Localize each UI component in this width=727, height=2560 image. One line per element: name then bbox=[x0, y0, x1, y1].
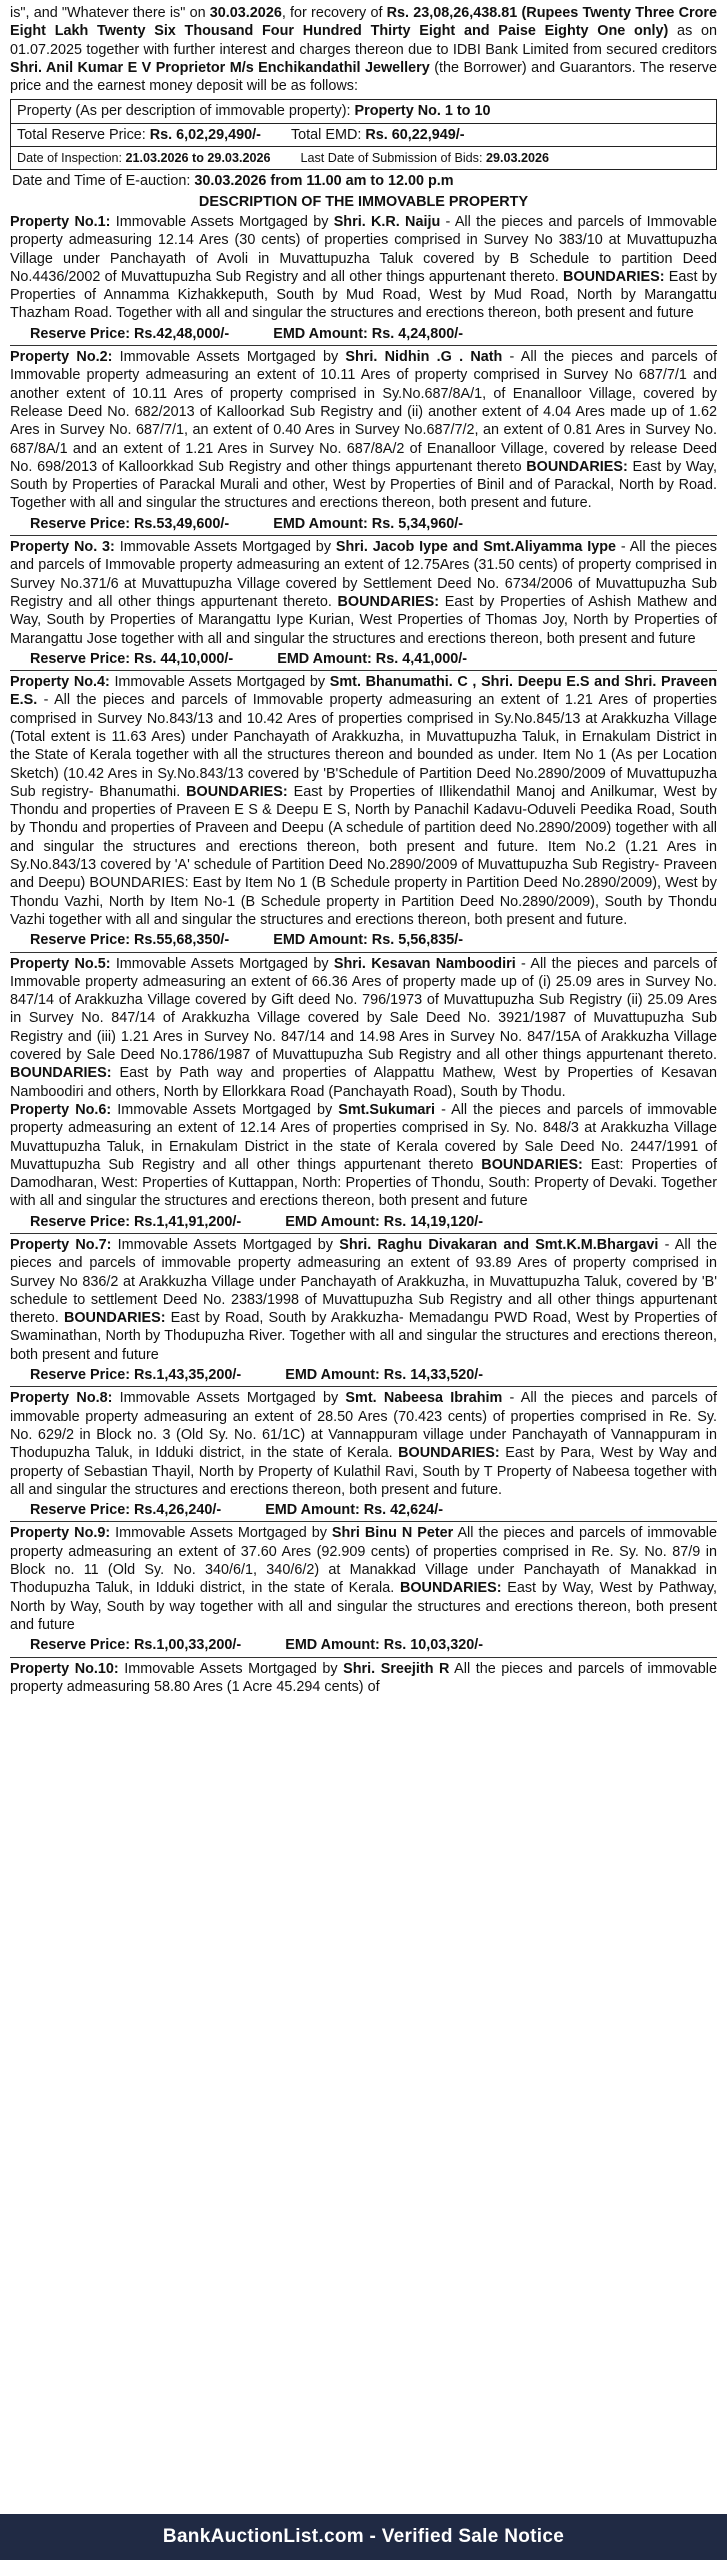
price-row bbox=[10, 648, 717, 671]
property-boundaries-label: BOUNDARIES: bbox=[10, 1065, 112, 1082]
property-text: East by Road, South by Arakkuzha- Memadangu PWD Road, West by Properties of Swaminathan, North by Thodupuzha River. Together with all and singular the structures and erections thereon, both present and future bbox=[10, 1310, 717, 1363]
notice-intro bbox=[10, 4, 717, 95]
reserve-summary-table bbox=[10, 99, 717, 170]
property-description bbox=[10, 673, 717, 929]
property-boundaries-label: BOUNDARIES: bbox=[562, 268, 665, 285]
property-boundaries-label: BOUNDARIES: bbox=[526, 458, 628, 475]
reserve-price: Reserve Price: Rs.4,26,240/- bbox=[30, 1502, 222, 1519]
property-owner: Smt.Sukumari bbox=[338, 1101, 436, 1118]
dues-amount: Rs. 23,08,26,438.81 (Rupees Twenty Three Crore Eight Lakh Twenty Six Thousand Four Hundred Thirty Eight and Paise Eighty One only) bbox=[10, 5, 717, 40]
property-range-label: Property (As per description of immovable property): bbox=[17, 103, 351, 120]
eauction-value: 30.03.2026 from 11.00 am to 12.00 p.m bbox=[194, 173, 454, 190]
property-owner: Shri. Kesavan Namboodiri bbox=[333, 955, 516, 972]
property-boundaries-label: BOUNDARIES: bbox=[337, 593, 440, 610]
property-description bbox=[10, 213, 717, 323]
property-owner: Shri. Jacob Iype and Smt.Aliyamma Iype bbox=[335, 539, 617, 556]
property-text: - All the pieces and parcels of Immovable property admeasuring an extent of 10.11 Ares of property comprised in Survey No 687/7/1 and another extent of 10.11 Ares of property comprised in Sy.No.687/8A/1, of Enanalloor Village, covered by Release Deed No. 682/2013 of Kalloorkad Sub Registry and (ii) another extent of 4.04 Ares made up of 1.62 Ares in Survey No. 687/7/1, an extent of 0.40 Ares in Survey No.687/7/2, an extent of 0.81 Ares in Survey No. 687/8A/1 and an extent of 1.21 Ares in Survey No. 687/8A/2 of Enanalloor Village, covered by release Deed No. 698/2013 of Kalloorkkad Sub Registry and other things appurtenant thereto bbox=[10, 349, 717, 475]
property-owner: Shri. Sreejith R bbox=[343, 1660, 450, 1677]
property-text: - All the pieces and parcels of Immovable property admeasuring an extent of 66.36 Ares of property made up of (i) 25.09 ares in Survey No. 847/14 of Arakkuzha Village covered by Gift deed No. 796/1973 of Muvattupuzha Sub Registry (ii) 25.09 Ares in Survey No. 847/14 of Arakkuzha Village covered by Sale Deed No. 3921/1987 of Muvattupuzha Sub Registry and (iii) 1.21 Ares in Survey No. 847/14 and 14.98 Ares in Survey No. 847/15A of Arakkuzha Village covered by Sale Deed No.1786/1987 of Muvattupuzha Sub Registry and all other things appurtenant thereto. bbox=[10, 955, 717, 1064]
price-row bbox=[10, 323, 717, 346]
property-label: Property No.10: bbox=[10, 1660, 119, 1677]
property-label: Property No.8: bbox=[10, 1390, 113, 1407]
property-label: Property No.2: bbox=[10, 349, 113, 366]
property-owner: Shri. Nidhin .G . Nath bbox=[345, 349, 503, 366]
property-text: East by Properties of Ashish Mathew and Way, South by Properties of Marangattu Iype Kurian, West Properties of Thomas Joy, North by Properties of Marangattu Jose together with all and singular the structures and erections thereon, both present and future bbox=[10, 593, 717, 647]
property-text: Immovable Assets Mortgaged by bbox=[111, 1101, 339, 1118]
bid-deadline-value: 29.03.2026 bbox=[485, 151, 550, 166]
property-list bbox=[10, 213, 717, 1696]
reserve-price: Reserve Price: Rs.1,00,33,200/- bbox=[30, 1637, 242, 1654]
price-row bbox=[10, 513, 717, 536]
property-description bbox=[10, 1101, 717, 1211]
property-text: Immovable Assets Mortgaged by bbox=[112, 1390, 346, 1407]
emd-amount: EMD Amount: Rs. 5,56,835/- bbox=[273, 932, 464, 949]
total-emd-label: Total EMD: bbox=[290, 126, 362, 143]
emd-amount: EMD Amount: Rs. 4,24,800/- bbox=[273, 325, 464, 342]
total-emd-value: Rs. 60,22,949/- bbox=[365, 126, 465, 143]
property-text: - All the pieces and parcels of Immovable property admeasuring 12.14 Ares (30 cents) of properties comprised in Survey No 383/10 at Muvattupuzha Village under Panchayath of Avoli in Muvattupuzha Taluk covered by B Schedule to partition Deed No.4436/2002 of Muvattupuzha Sub Registry and all other things appurtenant thereto. bbox=[10, 213, 717, 285]
property-text: East by Properties of Illikendathil Manoj and Anilkumar, West by Thondu and properties of Praveen E S & Deepu E S, North by Panachil Kadavu-Oduveli Peedika Road, South by Thondu and properties of Praveen and Deepu (A schedule of partition deed No.2890/2009) together with all and singular the structures and erections thereon, both present and future. Item No.2 (1.21 Ares in Sy.No.843/13 covered by 'A' schedule of Partition Deed No.2890/2009 of Muvattupuzha Sub Registry- Praveen and Deepu) BOUNDARIES: East by Item No 1 (B Schedule property in Partition Deed No.2890/2009), West by Thondu Vazhi, North by Item No-1 (B Schedule property in Partition Deed No.2890/2009), South by Thondu Vazhi together with all and singular the structures and erections thereon, both present and future. bbox=[10, 783, 717, 928]
property-label: Property No.5: bbox=[10, 955, 111, 972]
total-reserve-label: Total Reserve Price: bbox=[17, 126, 146, 143]
inspection-label: Date of Inspection: bbox=[17, 151, 123, 166]
property-boundaries-label: BOUNDARIES: bbox=[399, 1580, 502, 1597]
property-description bbox=[10, 1524, 717, 1634]
price-row bbox=[10, 1211, 717, 1234]
property-description bbox=[10, 1389, 717, 1499]
reserve-price: Reserve Price: Rs.1,41,91,200/- bbox=[30, 1213, 242, 1230]
property-text: Immovable Assets Mortgaged by bbox=[111, 1237, 340, 1253]
property-boundaries-label: BOUNDARIES: bbox=[186, 783, 288, 800]
intro-text-2: , for recovery of bbox=[281, 5, 387, 21]
property-boundaries-label: BOUNDARIES: bbox=[481, 1156, 583, 1173]
property-owner: Shri. K.R. Naiju bbox=[333, 213, 441, 230]
auction-date: 30.03.2026 bbox=[209, 5, 282, 21]
reserve-price: Reserve Price: Rs. 44,10,000/- bbox=[30, 650, 234, 667]
dates-row bbox=[11, 147, 716, 169]
price-row bbox=[10, 929, 717, 952]
property-label: Property No.7: bbox=[10, 1237, 112, 1253]
emd-amount: EMD Amount: Rs. 14,19,120/- bbox=[285, 1213, 484, 1230]
property-text: All the pieces and parcels of immovable property admeasuring 58.80 Ares (1 Acre 45.294 cents) of bbox=[10, 1660, 717, 1695]
reserve-price: Reserve Price: Rs.53,49,600/- bbox=[30, 515, 230, 532]
property-range-row bbox=[11, 100, 716, 123]
intro-text-1: is", and "Whatever there is" on bbox=[10, 5, 210, 21]
property-description bbox=[10, 1660, 717, 1697]
property-text: Immovable Assets Mortgaged by bbox=[110, 955, 334, 972]
property-text: East by Para, West by Way and property of Sebastian Thayil, North by Property of Kulathil Ravi, South by T Property of Nabeesa together with all and singular the structures and erections thereon, both present and future. bbox=[10, 1445, 717, 1498]
property-text: East by Way, West by Pathway, North by Way, South by way together with all and singular the structures and erections thereon, both present and future bbox=[10, 1580, 717, 1633]
price-row bbox=[10, 1364, 717, 1387]
property-boundaries-label: BOUNDARIES: bbox=[63, 1310, 166, 1327]
property-text: Immovable Assets Mortgaged by bbox=[114, 539, 336, 556]
price-row bbox=[10, 1499, 717, 1522]
emd-amount: EMD Amount: Rs. 42,624/- bbox=[265, 1502, 443, 1519]
property-text: - All the pieces and parcels of immovable property admeasuring an extent of 93.89 Ares of property comprised in Survey No 836/2 at Arakkuzha Village under Panchayath of Arakkuzha, in Muvattupuzha Taluk, covered by 'B' schedule to settlement Deed No. 2383/1998 of Muvattupuzha Sub Registry and all other things appurtenant thereto. bbox=[10, 1237, 717, 1327]
property-owner: Shri. Raghu Divakaran and Smt.K.M.Bhargavi bbox=[339, 1237, 659, 1253]
inspection-value: 21.03.2026 to 29.03.2026 bbox=[125, 151, 271, 166]
property-description bbox=[10, 348, 717, 513]
emd-amount: EMD Amount: Rs. 4,41,000/- bbox=[277, 650, 468, 667]
property-text: Immovable Assets Mortgaged by bbox=[109, 674, 330, 691]
property-text: Immovable Assets Mortgaged by bbox=[110, 1525, 332, 1542]
property-range-value: Property No. 1 to 10 bbox=[354, 103, 491, 120]
property-text: - All the pieces and parcels of Immovable property admeasuring an extent of 12.75Ares (31.50 cents) of property comprised in Survey No.371/6 at Muvattupuzha Village covered by Settlement Deed No. 6734/2006 of Muvattupuzha Sub Registry and all other things appurtenant thereto. bbox=[10, 539, 717, 610]
property-text: - All the pieces and parcels of immovable property admeasuring an extent of 12.14 Ares of properties comprised in Sy. No. 848/3 at Arakkuzha Village Muvattupuzha Taluk, in Ernakulam District in the state of Kerala covered by Sale Deed No. 2447/1991 of Muvattupuzha Sub Registry and all other things appurtenant thereto bbox=[10, 1101, 718, 1173]
property-text: All the pieces and parcels of immovable property admeasuring an extent of 37.60 Ares (92.909 cents) of properties comprised in Re. Sy. No. 87/9 in Block no. 11 (Old Sy. No. 340/6/1, 340/6/2) at Manakkad Village under Panchayath of Manakkad in Thodupuzha Taluk, in Idduki district, in the state of Kerala. bbox=[10, 1525, 717, 1597]
property-label: Property No.6: bbox=[10, 1101, 112, 1118]
intro-text-4: (the Borrower) and Guarantors. The reserve price and the earnest money deposit will be as follows: bbox=[10, 59, 718, 95]
property-label: Property No.9: bbox=[10, 1525, 111, 1542]
borrower-name: Shri. Anil Kumar E V Proprietor M/s Enchikandathil Jewellery bbox=[10, 59, 430, 76]
property-text: Immovable Assets Mortgaged by bbox=[110, 213, 334, 230]
bid-deadline-label: Last Date of Submission of Bids: bbox=[300, 151, 483, 166]
section-heading: DESCRIPTION OF THE IMMOVABLE PROPERTY bbox=[198, 193, 529, 210]
emd-amount: EMD Amount: Rs. 5,34,960/- bbox=[273, 515, 464, 532]
property-description bbox=[10, 538, 717, 648]
emd-amount: EMD Amount: Rs. 10,03,320/- bbox=[285, 1637, 484, 1654]
property-description bbox=[10, 1236, 717, 1364]
property-label: Property No.4: bbox=[10, 674, 110, 691]
property-text: East by Way, South by Properties of Parackal Murali and other, West by Properties of Binil and of Parackal, North by Road. Together with all and singular the structures and erections thereon, both present and future. bbox=[10, 458, 717, 512]
reserve-price: Reserve Price: Rs.55,68,350/- bbox=[30, 932, 230, 949]
property-text: Immovable Assets Mortgaged by bbox=[112, 349, 346, 366]
property-text: East by Path way and properties of Alappattu Mathew, West by Properties of Kesavan Namboodiri and others, North by Ellorkkara Road (Panchayath Road), South by Thodu. bbox=[10, 1065, 717, 1100]
property-owner: Shri Binu N Peter bbox=[331, 1525, 454, 1542]
property-owner: Smt. Bhanumathi. C , Shri. Deepu E.S and Shri. Praveen E.S. bbox=[10, 674, 718, 709]
property-text: East: Properties of Damodharan, West: Properties of Kuttappan, North: Properties of Thondu, South: Property of Devaki. Together with all and singular the structures and erections thereon, both present and future bbox=[10, 1156, 717, 1210]
property-text: East by Properties of Annamma Kizhakkeputh, South by Mud Road, West by Mud Road, North by Marangattu Thazham Road. Together with all and singular the structures and erections thereon, both present and future bbox=[10, 268, 717, 322]
reserve-price: Reserve Price: Rs.42,48,000/- bbox=[30, 325, 230, 342]
eauction-time bbox=[10, 172, 717, 190]
price-row bbox=[10, 1634, 717, 1657]
property-description bbox=[10, 955, 717, 1101]
property-label: Property No. 3: bbox=[10, 539, 115, 556]
property-text: - All the pieces and parcels of immovable property admeasuring an extent of 28.50 Ares (70.423 cents) of properties comprised in Re. Sy. No. 629/2 in Block no. 3 (Old Sy. No. 61/1C) at Vannappuram village under Panchayath of Vannappuram in Thodupuzha Taluk, in Idduki district, in the state of Kerala. bbox=[10, 1390, 718, 1462]
property-boundaries-label: BOUNDARIES: bbox=[398, 1445, 500, 1462]
totals-row bbox=[11, 124, 716, 147]
emd-amount: EMD Amount: Rs. 14,33,520/- bbox=[285, 1367, 484, 1384]
footer-banner: BankAuctionList.com - Verified Sale Notice bbox=[0, 2514, 727, 2560]
total-reserve-value: Rs. 6,02,29,490/- bbox=[149, 126, 261, 143]
property-text: - All the pieces and parcels of Immovable property admeasuring an extent of 1.21 Ares of properties comprised in Survey No.843/13 and 10.42 Ares of properties comprised in Sy.No.845/13 at Arakkuzha Village (Total extent is 11.63 Ares) under Panchayath of Arakkuzha, in Muvattupuzha Taluk, in Ernakulam District in the State of Kerala together with all the structures thereon and bounded as under. Item No 1 (As per Location Sketch) (10.42 Ares in Sy.No.843/13 covered by 'B'Schedule of Partition Deed No.2890/2009 of Muvattupuzha Sub registry- Bhanumathi. bbox=[10, 692, 717, 800]
property-owner: Smt. Nabeesa Ibrahim bbox=[345, 1390, 503, 1407]
intro-text-3: as on 01.07.2025 together with further interest and charges thereon due to IDBI Bank Limited from secured creditors bbox=[10, 23, 717, 58]
property-label: Property No.1: bbox=[10, 213, 111, 230]
eauction-label: Date and Time of E-auction: bbox=[12, 173, 191, 190]
reserve-price: Reserve Price: Rs.1,43,35,200/- bbox=[30, 1367, 242, 1384]
property-text: Immovable Assets Mortgaged by bbox=[118, 1660, 344, 1677]
